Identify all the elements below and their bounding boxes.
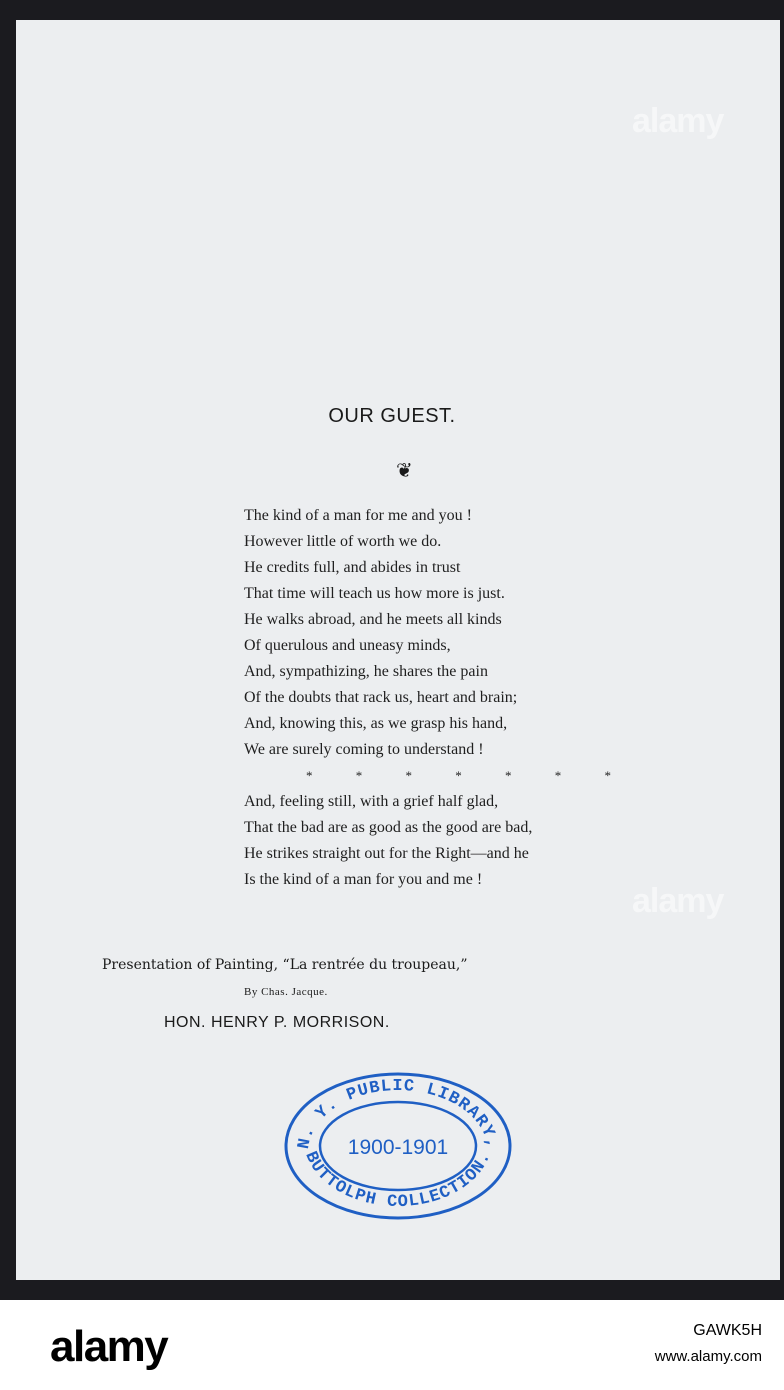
stamp-years: 1900-1901 xyxy=(347,1136,449,1159)
footer-bar xyxy=(0,1300,784,1390)
poem-line: However little of worth we do. xyxy=(244,533,442,550)
ornament-icon: ❦ xyxy=(396,460,413,482)
poem-line: He strikes straight out for the Right—and he xyxy=(244,845,529,862)
poem-line: That the bad are as good as the good are bad, xyxy=(244,819,533,836)
page-title: OUR GUEST. xyxy=(328,405,456,427)
site-url: www.alamy.com xyxy=(654,1348,762,1365)
poem xyxy=(244,503,631,893)
poem-line: And, knowing this, as we grasp his hand, xyxy=(244,715,508,732)
image-id: GAWK5H xyxy=(693,1322,762,1339)
poem-line: We are surely coming to understand ! xyxy=(244,741,484,758)
library-stamp xyxy=(282,1070,514,1222)
poem-line: And, feeling still, with a grief half glad, xyxy=(244,793,499,810)
painter-credit: By Chas. Jacque. xyxy=(244,986,328,998)
poem-line: He walks abroad, and he meets all kinds xyxy=(244,611,502,628)
watermark: alamy xyxy=(632,102,724,140)
alamy-logo: alamy xyxy=(50,1322,168,1371)
poem-line: Is the kind of a man for you and me ! xyxy=(244,871,483,888)
stamp-bottom-text: BUTTOLPH COLLECTION. xyxy=(300,1148,496,1213)
presentation-line: Presentation of Painting, “La rentrée du troupeau,” xyxy=(102,957,468,973)
watermark: alamy xyxy=(632,882,724,920)
stamp-top-text: N. Y. PUBLIC LIBRARY, xyxy=(294,1077,502,1151)
presenter-name: HON. HENRY P. MORRISON. xyxy=(164,1014,390,1031)
poem-line: And, sympathizing, he shares the pain xyxy=(244,663,488,680)
poem-line: That time will teach us how more is just. xyxy=(244,585,505,602)
poem-line: The kind of a man for me and you ! xyxy=(244,507,472,524)
section-divider: * * * * * * * xyxy=(306,768,631,783)
poem-line: Of querulous and uneasy minds, xyxy=(244,637,451,654)
poem-line: He credits full, and abides in trust xyxy=(244,559,461,576)
poem-line: Of the doubts that rack us, heart and brain; xyxy=(244,689,518,706)
